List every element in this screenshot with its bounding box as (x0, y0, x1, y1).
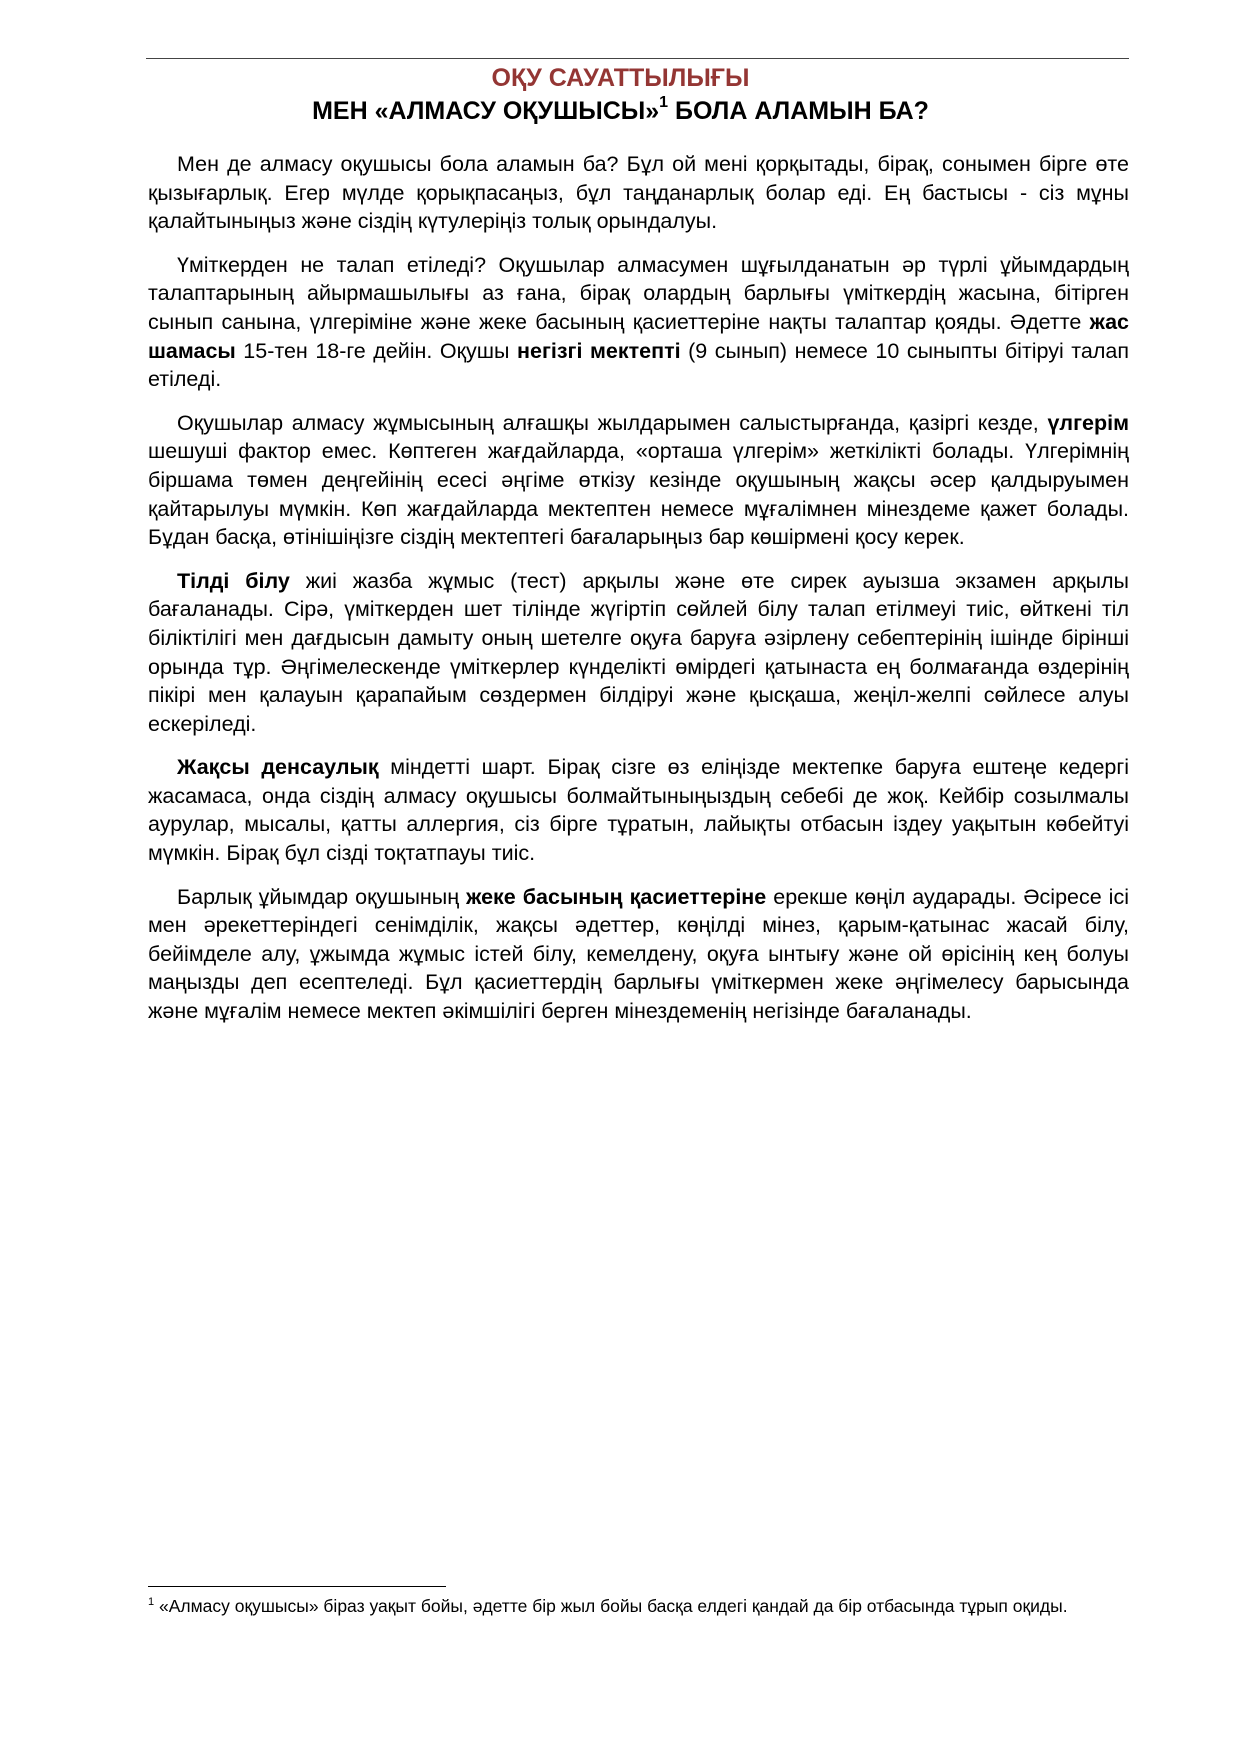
footnote-number: 1 (148, 1596, 155, 1608)
title-text-part2: БОЛА АЛАМЫН БА? (668, 97, 929, 125)
text-run: міндетті шарт. Бірақ сізге өз еліңізде мектепке баруға ештеңе кедергі жасамаса, онда сіздің алмасу оқушысы болмайтыныңыздың себебі де жоқ. Кейбір созылмалы аурулар, мысалы, қатты аллергия, сіз бірге тұратын, лайықты отбасын іздеу уақытын көбейтуі мүмкін. Бірақ бұл сізді тоқтатпауы тиіс. (148, 755, 1129, 866)
text-run: 15-тен 18-ге дейін. Оқушы (235, 338, 517, 363)
article-body (148, 150, 1129, 1041)
text-run: Барлық ұйымдар оқушының (177, 884, 467, 909)
paragraph-health (148, 753, 1129, 867)
text-run: Үміткерден не талап етіледі? Оқушылар алмасумен шұғылданатын әр түрлі ұйымдардың талаптарының айырмашылығы аз ғана, бірақ олардың барлығы үміткердің жасына, бітірген сынып санына, үлгеріміне және жеке басының қасиеттеріне нақты талаптар қояды. Әдетте (148, 252, 1129, 334)
paragraph-performance (148, 409, 1129, 552)
paragraph-intro (148, 150, 1129, 236)
paragraph-language (148, 567, 1129, 739)
text-run: ерекше көңіл аударады. Әсіресе ісі мен әрекеттеріндегі сенімділік, жақсы әдеттер, көңілді мінез, қарым-қатынас жасай білу, бейімделе алу, ұжымда жұмыс істей білу, кемелдену, оқуға ынтығу және ой өрісінің кең болуы маңызды деп есептеледі. Бұл қасиеттердің барлығы үміткермен жеке әңгімелесу барысында және мұғалім немесе мектеп әкімшілігі берген мінездеменің негізінде бағаланады. (148, 884, 1129, 1024)
text-run: жиі жазба жұмыс (тест) арқылы және өте сирек ауызша экзамен арқылы бағаланады. Сірә, үміткерден шет тілінде жүгіртіп сөйлей білу талап етілмеуі тиіс, өйткені тіл біліктілігі мен дағдысын дамыту оның шетелге оқуға баруға әзірлену себептерінің ішінде бірінші орында тұр. Әңгімелескенде үміткерлер күнделікті өмірдегі қатынаста ең болмағанда өздерінің пікірі мен қалауын қарапайым сөздермен білдіруі және қысқаша, жеңіл-желпі сөйлесе алуы ескеріледі. (148, 568, 1129, 736)
footnote (148, 1594, 1118, 1618)
footnote-text: «Алмасу оқушысы» біраз уақыт бойы, әдетте бір жыл бойы басқа елдегі қандай да бір отбасында тұрып оқиды. (154, 1596, 1068, 1616)
paragraph-requirements (148, 251, 1129, 394)
emphasis-health: Жақсы денсаулық (177, 755, 379, 780)
footnote-rule (148, 1586, 446, 1587)
header-rule (146, 58, 1129, 59)
page-title (0, 94, 1241, 128)
text-run: (9 сынып) немесе 10 сыныпты бітіруі талап етіледі. (148, 338, 1130, 392)
section-label: ОҚУ САУАТТЫЛЫҒЫ (491, 64, 750, 92)
footnote-marker: 1 (659, 94, 669, 111)
text-run: Оқушылар алмасу жұмысының алғашқы жылдарымен салыстырғанда, қазіргі кезде, (177, 410, 1048, 435)
emphasis-language: Тілді білу (177, 568, 290, 593)
emphasis-personality: жеке басының қасиеттеріне (466, 884, 767, 909)
emphasis-age: жас шамасы (148, 309, 1129, 363)
title-text-part1: МЕН «АЛМАСУ ОҚУШЫСЫ» (312, 97, 660, 125)
emphasis-performance: үлгерім (1047, 410, 1129, 435)
text-run: Мен де алмасу оқушысы бола аламын ба? Бұл ой мені қорқытады, бірақ, сонымен бірге өте қызығарлық. Егер мүлде қорықпасаңыз, бұл таңданарлық болар еді. Ең бастысы - сіз мұны қалайтыныңыз және сіздің күтулеріңіз толық орындалуы. (148, 152, 1129, 234)
text-run: шешуші фактор емес. Көптеген жағдайларда, «орташа үлгерім» жеткілікті болады. Үлгерімнің біршама төмен деңгейінің есесі әңгіме өткізу кезінде оқушының жақсы әсер қалдыруымен қайтарылуы мүмкін. Көп жағдайларда мектептен немесе мұғалімнен мінездеме қажет болады. Бұдан басқа, өтінішіңізге сіздің мектептегі бағаларыңыз бар көшірмені қосу керек. (148, 439, 1129, 550)
emphasis-basic-school: негізгі мектепті (517, 338, 681, 363)
paragraph-personality (148, 883, 1129, 1026)
